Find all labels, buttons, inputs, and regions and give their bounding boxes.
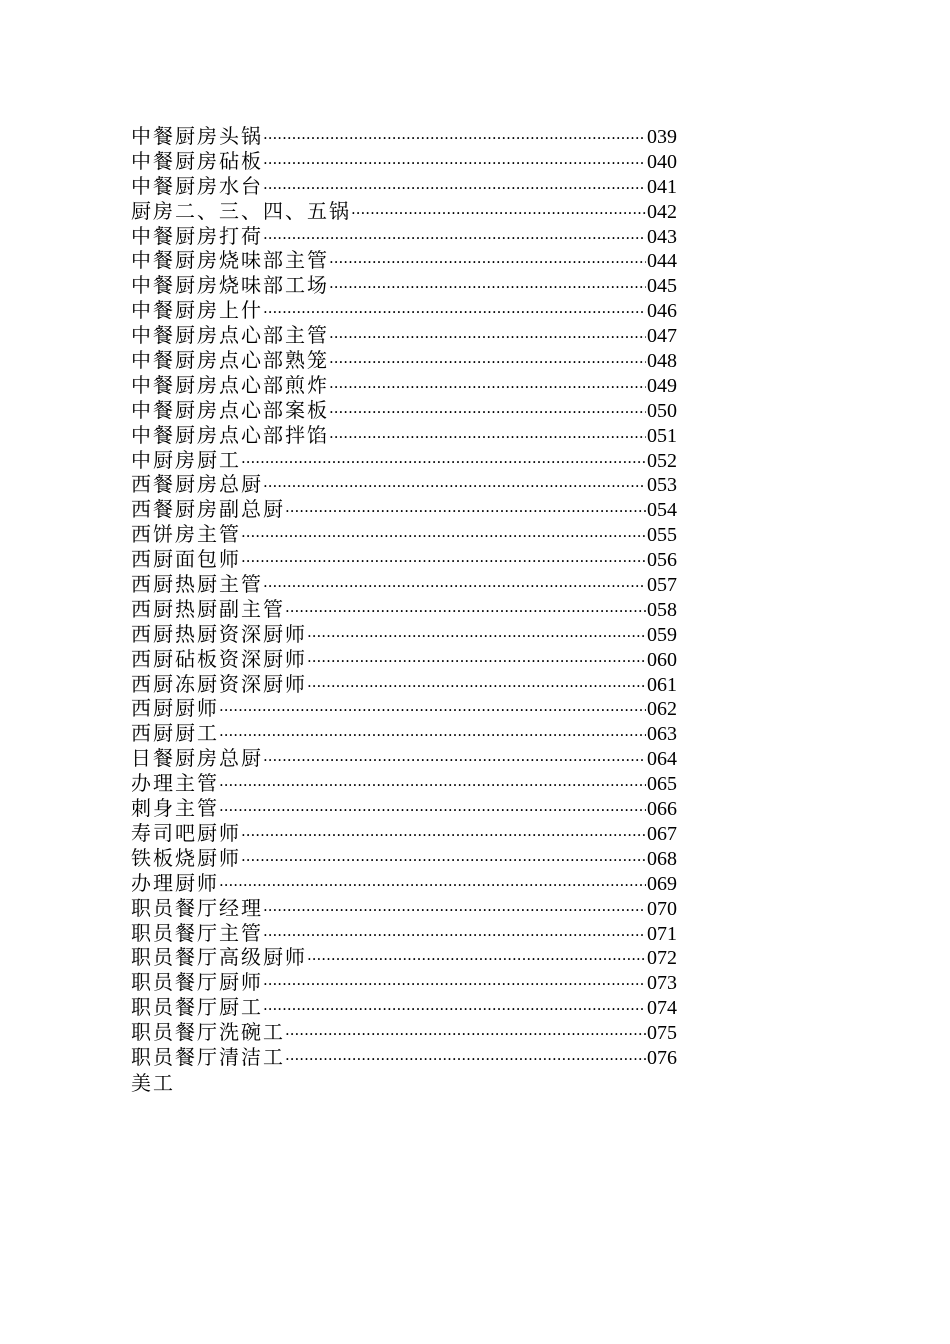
toc-dot-leader: [241, 549, 646, 574]
toc-entry-title: 中餐厨房点心部拌馅: [131, 422, 329, 447]
toc-entry-title: 中餐厨房打荷: [131, 223, 263, 248]
toc-entry-page-number: 057: [647, 574, 677, 597]
toc-dot-leader: [285, 1047, 646, 1072]
toc-entry[interactable]: [131, 448, 677, 473]
toc-entry-title: 西饼房主管: [131, 522, 241, 547]
toc-entry-title: 办理厨师: [131, 870, 219, 895]
toc-entry[interactable]: [131, 871, 677, 896]
toc-dot-leader: [329, 400, 646, 425]
toc-entry-page-number: 047: [647, 325, 677, 348]
toc-entry-page-number: 048: [647, 350, 677, 373]
toc-entry-page-number: 044: [647, 250, 677, 273]
toc-entry-title: 中餐厨房点心部主管: [131, 323, 329, 348]
toc-entry-page-number: 061: [647, 673, 677, 696]
toc-dot-leader: [241, 823, 646, 848]
toc-entry-title: 中餐厨房砧板: [131, 148, 263, 173]
toc-entry[interactable]: [131, 547, 677, 572]
toc-entry-title: 中厨房厨工: [131, 447, 241, 472]
toc-entry-title: 职员餐厅主管: [131, 920, 263, 945]
toc-dot-leader: [285, 599, 646, 624]
toc-entry-title: 寿司吧厨师: [131, 820, 241, 845]
toc-dot-leader: [263, 748, 646, 773]
toc-entry-page-number: 060: [647, 648, 677, 671]
toc-entry[interactable]: [131, 472, 677, 497]
toc-entry-title: 职员餐厅经理: [131, 895, 263, 920]
toc-entry-page-number: 071: [647, 922, 677, 945]
toc-entry-title: 西厨冻厨资深厨师: [131, 671, 307, 696]
toc-entry[interactable]: [131, 921, 677, 946]
toc-entry-title: 职员餐厅厨工: [131, 995, 263, 1020]
toc-entry[interactable]: [131, 597, 677, 622]
toc-entry[interactable]: [131, 199, 677, 224]
toc-entry[interactable]: [131, 896, 677, 921]
toc-entry-page-number: 070: [647, 897, 677, 920]
toc-entry-page-number: 054: [647, 499, 677, 522]
toc-entry-page-number: 073: [647, 972, 677, 995]
toc-dot-leader: [263, 574, 646, 599]
toc-entry-title: 西厨热厨副主管: [131, 596, 285, 621]
toc-entry-title: 职员餐厅厨师: [131, 970, 263, 995]
toc-entry-page-number: 040: [647, 150, 677, 173]
toc-entry[interactable]: [131, 149, 677, 174]
toc-dot-leader: [219, 873, 646, 898]
toc-entry-title: 西厨厨工: [131, 721, 219, 746]
toc-entry-title: 中餐厨房点心部案板: [131, 397, 329, 422]
toc-entry[interactable]: [131, 970, 677, 995]
toc-entry-page-number: 062: [647, 698, 677, 721]
toc-entry-page-number: 039: [647, 126, 677, 148]
toc-dot-leader: [263, 923, 646, 948]
toc-dot-leader: [263, 226, 646, 251]
toc-entry-title: 日餐厨房总厨: [131, 746, 263, 771]
toc-entry-title: 中餐厨房烧味部工场: [131, 273, 329, 298]
toc-entry[interactable]: [131, 721, 677, 746]
toc-dot-leader: [263, 126, 646, 151]
toc-dot-leader: [263, 972, 646, 997]
toc-entry-title: 西厨热厨主管: [131, 572, 263, 597]
toc-entry[interactable]: [131, 497, 677, 522]
toc-dot-leader: [285, 499, 646, 524]
toc-dot-leader: [307, 649, 646, 674]
toc-entry-page-number: 056: [647, 549, 677, 572]
toc-entry-title: 职员餐厅高级厨师: [131, 945, 307, 970]
toc-entry-title: 中餐厨房头锅: [131, 124, 263, 148]
toc-entry-page-number: 068: [647, 847, 677, 870]
toc-entry[interactable]: [131, 522, 677, 547]
toc-dot-leader: [307, 674, 646, 699]
toc-dot-leader: [263, 176, 646, 201]
toc-entry-page-number: 055: [647, 524, 677, 547]
toc-entry-title: 西餐厨房副总厨: [131, 497, 285, 522]
toc-entry-page-number: 050: [647, 399, 677, 422]
toc-entry-page-number: 059: [647, 623, 677, 646]
toc-entry-page-number: 065: [647, 773, 677, 796]
toc-entry[interactable]: [131, 622, 677, 647]
toc-entry-page-number: 041: [647, 175, 677, 198]
toc-dot-leader: [219, 773, 646, 798]
toc-dot-leader: [329, 275, 646, 300]
toc-entry[interactable]: [131, 174, 677, 199]
toc-entry-page-number: 045: [647, 275, 677, 298]
toc-entry[interactable]: [131, 995, 677, 1020]
toc-entry-page-number: 046: [647, 300, 677, 323]
toc-entry-title: 中餐厨房点心部煎炸: [131, 372, 329, 397]
toc-entry-page-number: 042: [647, 200, 677, 223]
toc-entry-title: 中餐厨房上什: [131, 298, 263, 323]
toc-entry-title: 中餐厨房烧味部主管: [131, 248, 329, 273]
toc-entry[interactable]: [131, 348, 677, 373]
toc-entry[interactable]: [131, 273, 677, 298]
toc-entry[interactable]: [131, 746, 677, 771]
toc-entry[interactable]: [131, 373, 677, 398]
toc-dot-leader: [241, 848, 646, 873]
toc-dot-leader: [219, 798, 646, 823]
toc-entry[interactable]: [131, 398, 677, 423]
toc-entry-page-number: 076: [647, 1046, 677, 1069]
toc-dot-leader: [329, 375, 646, 400]
toc-entry-title: 西厨热厨资深厨师: [131, 621, 307, 646]
toc-dot-leader: [263, 898, 646, 923]
toc-entry[interactable]: [131, 298, 677, 323]
toc-dot-leader: [329, 425, 646, 450]
toc-entry-title: 中餐厨房点心部熟笼: [131, 348, 329, 373]
toc-dot-leader: [329, 250, 646, 275]
toc-entry-page-number: 069: [647, 872, 677, 895]
toc-entry-title: 西餐厨房总厨: [131, 472, 263, 497]
toc-dot-leader: [263, 151, 646, 176]
toc-entry[interactable]: [131, 323, 677, 348]
toc-entry-page-number: 051: [647, 424, 677, 447]
toc-entry[interactable]: [131, 696, 677, 721]
toc-entry-title: 西厨面包师: [131, 547, 241, 572]
toc-dot-leader: [263, 997, 646, 1022]
toc-dot-leader: [307, 624, 646, 649]
toc-entry[interactable]: [131, 846, 677, 871]
toc-entry[interactable]: [131, 224, 677, 249]
toc-dot-leader: [219, 698, 646, 723]
toc-dot-leader: [351, 201, 646, 226]
toc-dot-leader: [307, 947, 646, 972]
toc-dot-leader: [329, 350, 646, 375]
toc-dot-leader: [241, 524, 646, 549]
toc-dot-leader: [263, 300, 646, 325]
toc-entry[interactable]: [131, 124, 677, 149]
toc-dot-leader: [219, 723, 646, 748]
toc-entry-title: 办理主管: [131, 771, 219, 796]
toc-entry[interactable]: [131, 647, 677, 672]
toc-entry[interactable]: [131, 821, 677, 846]
toc-entry-title: 西厨厨师: [131, 696, 219, 721]
toc-entry[interactable]: [131, 672, 677, 697]
toc-entry[interactable]: [131, 771, 677, 796]
toc-entry-title: 职员餐厅洗碗工: [131, 1020, 285, 1045]
toc-entry-page-number: 053: [647, 474, 677, 497]
toc-entry[interactable]: [131, 248, 677, 273]
toc-entry[interactable]: [131, 572, 677, 597]
toc-dot-leader: [241, 450, 646, 475]
toc-entry-page-number: 064: [647, 748, 677, 771]
toc-entry-page-number: 066: [647, 798, 677, 821]
toc-entry-page-number: 074: [647, 997, 677, 1020]
toc-dot-leader: [263, 474, 646, 499]
toc-entry[interactable]: [131, 1020, 677, 1045]
toc-entry[interactable]: [131, 945, 677, 970]
toc-entry-page-number: 075: [647, 1022, 677, 1045]
table-of-contents: [131, 124, 677, 1096]
toc-trailing-entry: 美工: [131, 1070, 175, 1095]
toc-entry[interactable]: [131, 1045, 677, 1070]
toc-entry-title: 职员餐厅清洁工: [131, 1044, 285, 1069]
toc-entry-page-number: 049: [647, 374, 677, 397]
toc-entry-page-number: 058: [647, 598, 677, 621]
toc-entry-page-number: 063: [647, 723, 677, 746]
toc-entry-title: 西厨砧板资深厨师: [131, 646, 307, 671]
toc-entry-page-number: 043: [647, 225, 677, 248]
toc-entry-title: 铁板烧厨师: [131, 845, 241, 870]
toc-entry-page-number: 067: [647, 822, 677, 845]
toc-entry-title: 刺身主管: [131, 796, 219, 821]
toc-entry[interactable]: [131, 796, 677, 821]
toc-dot-leader: [329, 325, 646, 350]
toc-entry-page-number: 052: [647, 449, 677, 472]
toc-entry-title: 中餐厨房水台: [131, 173, 263, 198]
toc-list: [131, 124, 677, 1070]
toc-entry-page-number: 072: [647, 947, 677, 970]
toc-entry[interactable]: [131, 423, 677, 448]
toc-entry-title: 厨房二、三、四、五锅: [131, 198, 351, 223]
toc-dot-leader: [285, 1022, 646, 1047]
